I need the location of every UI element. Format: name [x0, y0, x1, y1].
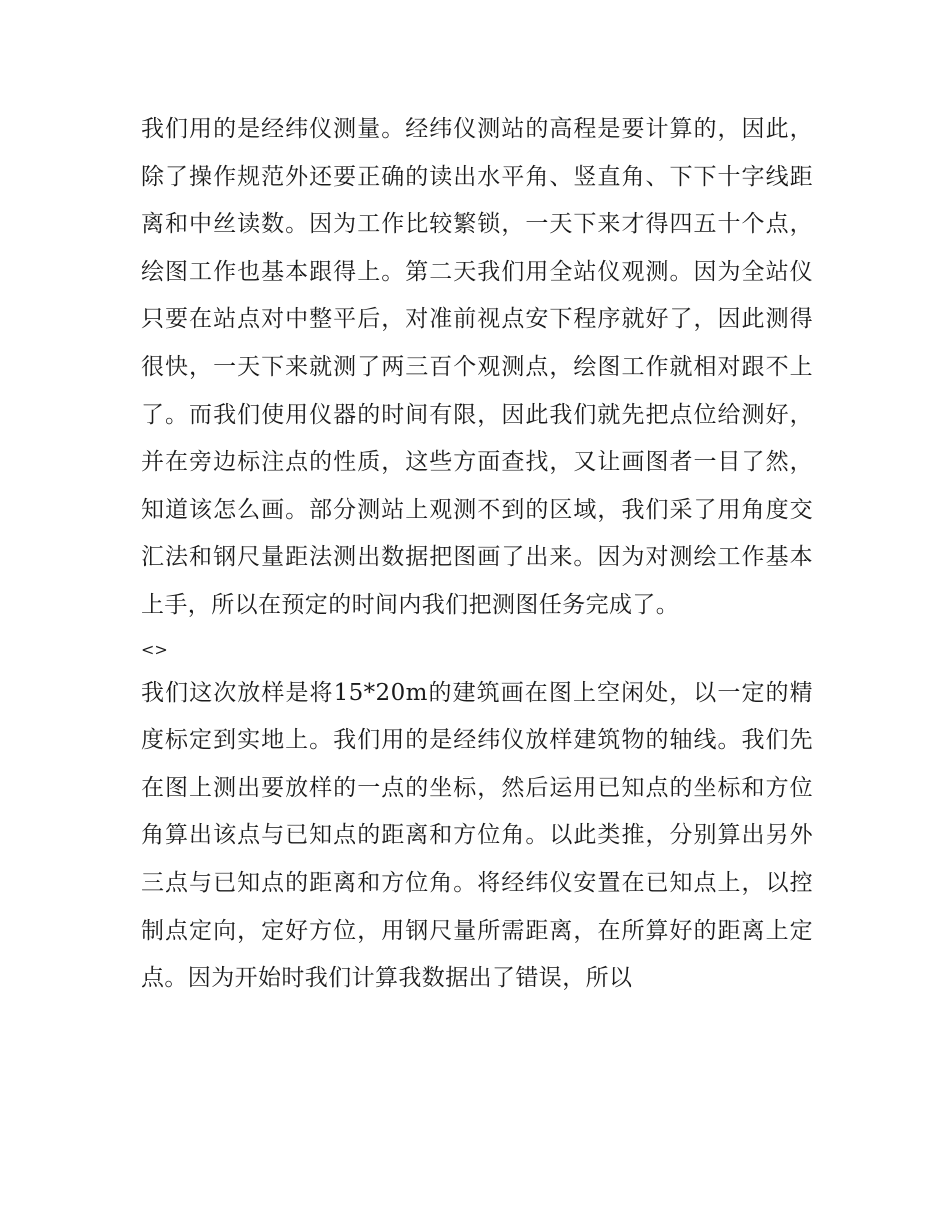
paragraph-surveying-work: 我们用的是经纬仪测量。经纬仪测站的高程是要计算的，因此，除了操作规范外还要正确的读出水平角、竖直角、下下十字线距离和中丝读数。因为工作比较繁锁，一天下来才得四五十个点，绘图工作也基本跟得上。第二天我们用全站仪观测。因为全站仪只要在站点对中整平后，对准前视点安下程序就好了，因此测得很快，一天下来就测了两三百个观测点，绘图工作就相对跟不上了。而我们使用仪器的时间有限，因此我们就先把点位给测好，并在旁边标注点的性质，这些方面查找，又让画图者一目了然，知道该怎么画。部分测站上观测不到的区域，我们采了用角度交汇法和钢尺量距法测出数据把图画了出来。因为对测绘工作基本上手，所以在预定的时间内我们把测图任务完成了。: [141, 116, 813, 618]
document-page: [141, 106, 813, 1003]
paragraph-staking-out: 我们这次放样是将15*20m的建筑画在图上空闲处，以一定的精度标定到实地上。我们用的是经纬仪放样建筑物的轴线。我们先在图上测出要放样的一点的坐标，然后运用已知点的坐标和方位角算出该点与已知点的距离和方位角。以此类推，分别算出另外三点与已知点的距离和方位角。将经纬仪安置在已知点上，以控制点定向，定好方位，用钢尺量所需距离，在所算好的距离上定点。因为开始时我们计算我数据出了错误，所以: [141, 679, 813, 992]
section-separator: <>: [141, 639, 168, 659]
